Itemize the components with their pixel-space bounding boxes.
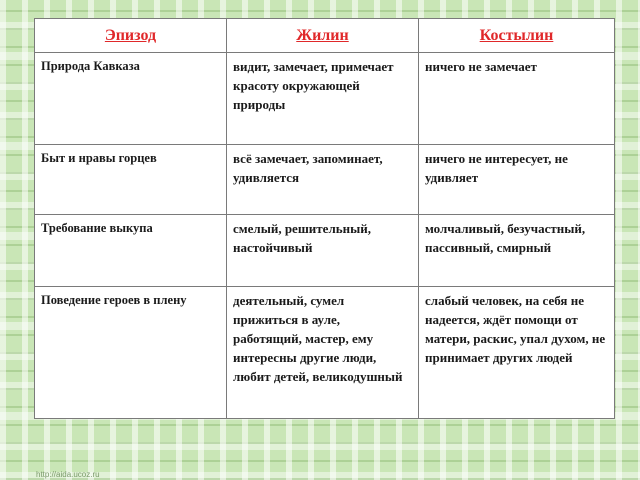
comparison-table <box>34 18 615 419</box>
header-row <box>35 19 615 53</box>
table-row <box>35 53 615 145</box>
table-row <box>35 215 615 287</box>
cell-kostylin: ничего не интересует, не удивляет <box>419 145 615 215</box>
cell-zhilin: всё замечает, запоминает, удивляется <box>227 145 419 215</box>
cell-episode: Быт и нравы горцев <box>35 145 227 215</box>
header-zhilin: Жилин <box>227 19 419 53</box>
cell-episode: Требование выкупа <box>35 215 227 287</box>
table-row <box>35 287 615 419</box>
watermark-url: http://aida.ucoz.ru <box>36 470 100 479</box>
cell-episode: Поведение героев в плену <box>35 287 227 419</box>
cell-zhilin: деятельный, сумел прижиться в ауле, работящий, мастер, ему интересны другие люди, любит детей, великодушный <box>227 287 419 419</box>
cell-episode: Природа Кавказа <box>35 53 227 145</box>
table-row <box>35 145 615 215</box>
header-episode: Эпизод <box>35 19 227 53</box>
cell-kostylin: ничего не замечает <box>419 53 615 145</box>
header-kostylin: Костылин <box>419 19 615 53</box>
cell-zhilin: смелый, решительный, настойчивый <box>227 215 419 287</box>
cell-kostylin: молчаливый, безучастный, пассивный, смирный <box>419 215 615 287</box>
cell-kostylin: слабый человек, на себя не надеется, ждёт помощи от матери, раскис, упал духом, не принимает других людей <box>419 287 615 419</box>
cell-zhilin: видит, замечает, примечает красоту окружающей природы <box>227 53 419 145</box>
